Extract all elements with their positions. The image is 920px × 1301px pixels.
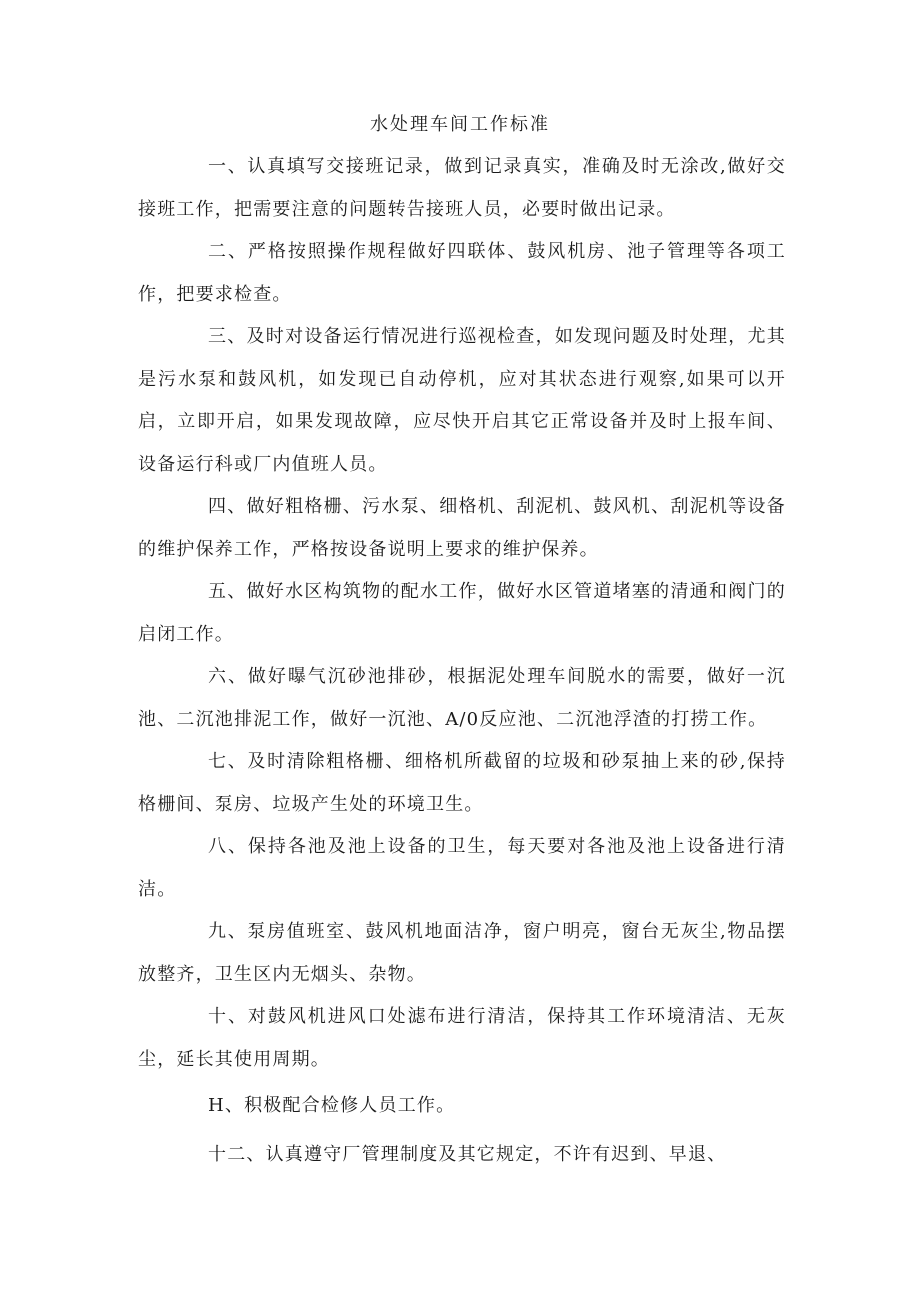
document-title: 水处理车间工作标准 — [370, 114, 550, 135]
paragraph-1: 一、认真填写交接班记录，做到记录真实，准确及时无涂改,做好交接班工作，把需要注意的问题转告接班人员，必要时做出记录。 — [138, 156, 786, 220]
paragraph-12: 十二、认真遵守厂管理制度及其它规定，不许有迟到、早退、 — [208, 1143, 727, 1165]
document-body — [138, 146, 786, 1176]
paragraph-3: 三、及时对设备运行情况进行巡视检查，如发现问题及时处理，尤其是污水泵和鼓风机，如发现已自动停机，应对其状态进行观察,如果可以开启，立即开启，如果发现故障，应尽快开启其它正常设备并及时上报车间、设备运行科或厂内值班人员。 — [138, 326, 786, 475]
paragraph-4: 四、做好粗格栅、污水泵、细格机、刮泥机、鼓风机、刮泥机等设备的维护保养工作，严格按设备说明上要求的维护保养。 — [138, 496, 786, 560]
paragraph-8: 八、保持各池及池上设备的卫生，每天要对各池及池上设备进行清洁。 — [138, 836, 786, 900]
paragraph-10: 十、对鼓风机进风口处滤布进行清洁，保持其工作环境清洁、无灰尘，延长其使用周期。 — [138, 1006, 786, 1070]
paragraph-7: 七、及时清除粗格栅、细格机所截留的垃圾和砂泵抽上来的砂,保持格栅间、泵房、垃圾产生处的环境卫生。 — [138, 751, 786, 815]
paragraph-6: 六、做好曝气沉砂池排砂，根据泥处理车间脱水的需要，做好一沉池、二沉池排泥工作，做好一沉池、A/0反应池、二沉池浮渣的打捞工作。 — [138, 666, 786, 730]
paragraph-9: 九、泵房值班室、鼓风机地面洁净，窗户明亮，窗台无灰尘,物品摆放整齐，卫生区内无烟头、杂物。 — [138, 921, 786, 985]
paragraph-2: 二、严格按照操作规程做好四联体、鼓风机房、池子管理等各项工作，把要求检查。 — [138, 241, 786, 305]
paragraph-5: 五、做好水区构筑物的配水工作，做好水区管道堵塞的清通和阀门的启闭工作。 — [138, 581, 786, 645]
paragraph-11: H、积极配合检修人员工作。 — [208, 1095, 456, 1116]
